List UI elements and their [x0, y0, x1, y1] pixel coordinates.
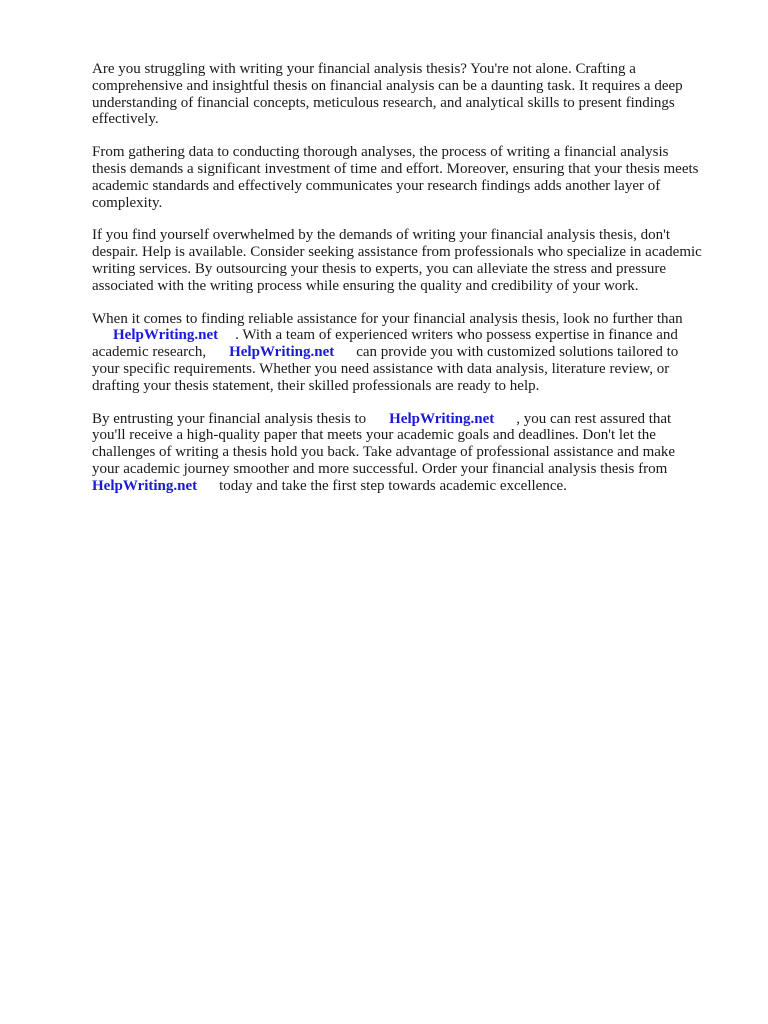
text-line: your specific requirements. Whether you need assistance with data analysis, literature review, or: [92, 360, 670, 377]
text-line: complexity.: [92, 194, 163, 211]
text-fragment: can provide you with customized solutions tailored to: [356, 344, 679, 361]
text-line: From gathering data to conducting thorough analyses, the process of writing a financial analysis: [92, 144, 669, 161]
text-fragment: . With a team of experienced writers who possess expertise in finance and: [235, 327, 678, 344]
text-fragment: By entrusting your financial analysis thesis to: [92, 410, 367, 427]
text-line: understanding of financial concepts, meticulous research, and analytical skills to present findings: [92, 94, 675, 111]
paragraph-service: [92, 311, 732, 395]
text-line: challenges of writing a thesis hold you back. Take advantage of professional assistance and make: [92, 444, 676, 461]
text-line: comprehensive and insightful thesis on financial analysis can be a daunting task. It requires a deep: [92, 77, 683, 94]
text-line: [92, 344, 732, 361]
text-line: If you find yourself overwhelmed by the demands of writing your financial analysis thesis, don't: [92, 227, 670, 244]
text-line: associated with the writing process while ensuring the quality and credibility of your work.: [92, 277, 639, 294]
text-line: your academic journey smoother and more successful. Order your financial analysis thesis from: [92, 460, 668, 477]
text-line: academic standards and effectively communicates your research findings adds another layer of: [92, 177, 661, 194]
text-line: [92, 411, 732, 428]
text-line: despair. Help is available. Consider seeking assistance from professionals who specialize in academic: [92, 244, 702, 261]
text-line: When it comes to finding reliable assistance for your financial analysis thesis, look no further than: [92, 310, 683, 327]
text-line: drafting your thesis statement, their skilled professionals are ready to help.: [92, 377, 540, 394]
document-body: [92, 61, 732, 511]
text-line: [92, 327, 732, 344]
paragraph-intro: [92, 61, 732, 128]
helpwriting-link[interactable]: HelpWriting.net: [229, 344, 335, 361]
helpwriting-link[interactable]: HelpWriting.net: [389, 410, 495, 427]
text-line: effectively.: [92, 111, 159, 128]
text-line: [92, 478, 732, 495]
text-fragment: , you can rest assured that: [516, 410, 672, 427]
text-line: thesis demands a significant investment of time and effort. Moreover, ensuring that your thesis meets: [92, 160, 699, 177]
helpwriting-link[interactable]: HelpWriting.net: [113, 327, 219, 344]
text-fragment: academic research,: [92, 344, 207, 361]
text-fragment: today and take the first step towards academic excellence.: [219, 477, 567, 494]
helpwriting-link[interactable]: HelpWriting.net: [92, 477, 198, 494]
text-line: writing services. By outsourcing your thesis to experts, you can alleviate the stress and pressure: [92, 260, 667, 277]
paragraph-conclusion: [92, 411, 732, 495]
paragraph-help: [92, 227, 732, 294]
text-line: Are you struggling with writing your financial analysis thesis? You're not alone. Crafting a: [92, 61, 636, 77]
paragraph-process: [92, 144, 732, 211]
text-line: you'll receive a high-quality paper that meets your academic goals and deadlines. Don't let the: [92, 427, 656, 444]
